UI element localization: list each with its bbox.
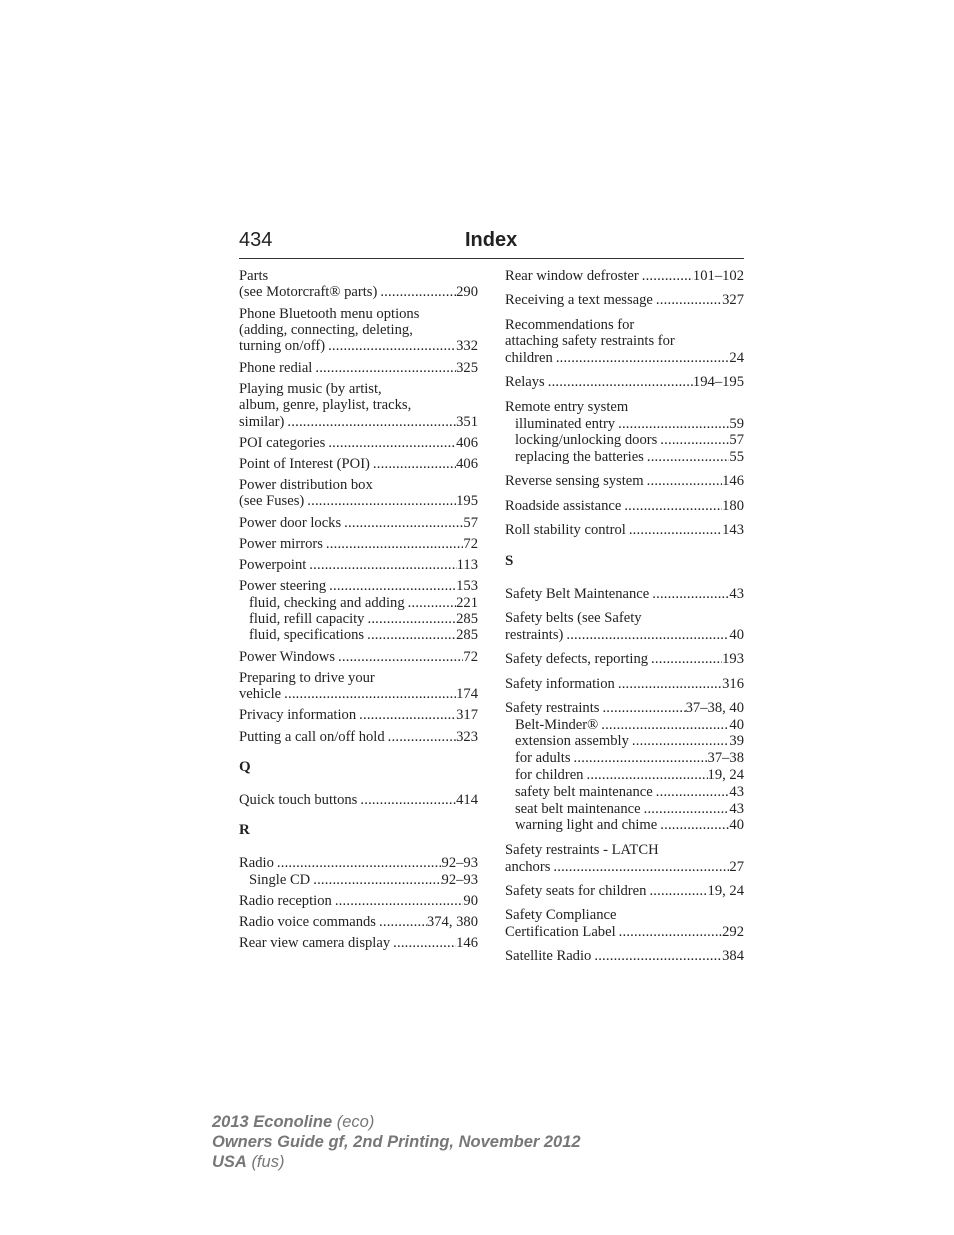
index-entry-line xyxy=(239,284,478,300)
index-entry xyxy=(239,670,478,703)
page-reference: 406 xyxy=(456,434,478,451)
index-entry xyxy=(505,907,744,941)
dot-leader xyxy=(367,611,456,627)
index-entry xyxy=(239,306,478,355)
index-entry-line xyxy=(239,729,478,745)
page-reference: 113 xyxy=(456,557,478,574)
entry-label: Radio reception xyxy=(239,892,332,909)
index-entry xyxy=(239,914,478,930)
dot-leader xyxy=(574,750,708,767)
index-entry-line xyxy=(239,707,478,723)
entry-label: Roll stability control xyxy=(505,522,626,539)
entry-label: similar) xyxy=(239,413,285,430)
entry-label: Belt-Minder® xyxy=(515,716,599,733)
entry-label: Roadside assistance xyxy=(505,497,622,514)
entry-label: Quick touch buttons xyxy=(239,791,358,808)
dot-leader xyxy=(618,676,722,693)
entry-label: Safety restraints - LATCH xyxy=(505,841,659,858)
index-entry xyxy=(239,578,478,644)
index-entry xyxy=(239,360,478,376)
entry-label: Relays xyxy=(505,374,545,391)
index-entry-line xyxy=(239,456,478,472)
page-reference: 40 xyxy=(729,626,744,643)
page-reference: 194–195 xyxy=(692,374,744,391)
entry-label: (see Fuses) xyxy=(239,493,305,510)
index-entry-line xyxy=(505,292,744,309)
index-entry-line xyxy=(505,522,744,539)
footer-model: 2013 Econoline xyxy=(212,1113,333,1131)
index-entry-line xyxy=(239,381,478,397)
index-entry-line xyxy=(505,350,744,367)
entry-label: Radio voice commands xyxy=(239,914,376,931)
section-letter: R xyxy=(239,822,250,839)
footer-market: USA xyxy=(212,1153,247,1171)
dot-leader xyxy=(632,733,730,750)
dot-leader xyxy=(344,515,463,531)
page-reference: 316 xyxy=(722,675,744,692)
dot-leader xyxy=(642,268,693,285)
dot-leader xyxy=(656,784,730,801)
index-entry-line xyxy=(505,676,744,693)
dot-leader xyxy=(379,914,427,930)
entry-label: Power steering xyxy=(239,578,327,595)
index-entry xyxy=(505,292,744,309)
footer-line-market xyxy=(212,1152,581,1172)
page-reference: 40 xyxy=(729,817,744,834)
entry-label: Playing music (by artist, xyxy=(239,380,382,397)
page-reference: 285 xyxy=(456,611,478,627)
dot-leader xyxy=(367,627,456,643)
index-entry-line xyxy=(505,883,744,900)
entry-label: Parts xyxy=(239,268,269,284)
dot-leader xyxy=(548,374,693,391)
entry-label: Satellite Radio xyxy=(505,948,592,965)
entry-label: fluid, checking and adding xyxy=(249,594,405,611)
dot-leader xyxy=(618,416,729,433)
index-entry xyxy=(239,515,478,531)
index-entry-line xyxy=(239,914,478,930)
dot-leader xyxy=(586,767,707,784)
dot-leader xyxy=(360,792,456,808)
entry-label: extension assembly xyxy=(515,733,629,750)
index-entry-line xyxy=(505,859,744,876)
index-entry-line xyxy=(239,360,478,376)
entry-label: for children xyxy=(515,767,584,784)
page-reference: 37–38 xyxy=(707,750,744,767)
index-entry xyxy=(505,651,744,668)
entry-label: illuminated entry xyxy=(515,415,616,432)
index-entry-line xyxy=(505,473,744,490)
entry-label: Safety Belt Maintenance xyxy=(505,585,650,602)
entry-label: anchors xyxy=(505,858,551,875)
page-reference: 39 xyxy=(729,733,744,750)
index-entry-line xyxy=(239,893,478,909)
entry-label: replacing the batteries xyxy=(515,449,644,466)
dot-leader xyxy=(649,883,707,900)
entry-label: Preparing to drive your xyxy=(239,669,375,686)
index-entry-line xyxy=(239,935,478,951)
entry-label: Power door locks xyxy=(239,514,342,531)
dot-leader xyxy=(647,449,730,466)
dot-leader xyxy=(326,536,464,552)
index-subentry-line xyxy=(505,717,744,734)
entry-label: Remote entry system xyxy=(505,398,629,415)
entry-label: vehicle xyxy=(239,686,282,703)
index-entry xyxy=(239,855,478,888)
page-reference: 325 xyxy=(456,359,478,376)
index-entry-line xyxy=(505,948,744,965)
footer-market-code: (fus) xyxy=(251,1153,285,1171)
dot-leader xyxy=(556,350,730,367)
entry-label: fluid, refill capacity xyxy=(249,611,365,627)
page-reference: 90 xyxy=(463,892,478,909)
entry-label: Rear view camera display xyxy=(239,935,391,952)
dot-leader xyxy=(328,435,456,451)
index-subentry-line xyxy=(239,872,478,888)
page-reference: 317 xyxy=(456,707,478,724)
footer-line-model xyxy=(212,1112,581,1132)
index-entry-line xyxy=(239,536,478,552)
page-reference: 72 xyxy=(463,648,478,665)
index-entry xyxy=(239,893,478,909)
dot-leader xyxy=(644,801,730,818)
index-subentry-line xyxy=(239,627,478,643)
index-entry xyxy=(505,883,744,900)
index-entry xyxy=(239,477,478,510)
footer-line-edition xyxy=(212,1132,581,1152)
dot-leader xyxy=(647,473,722,490)
index-entry-line xyxy=(239,670,478,686)
index-entry-line xyxy=(239,855,478,871)
index-entry xyxy=(239,381,478,430)
index-entry xyxy=(505,374,744,391)
dot-leader xyxy=(594,948,722,965)
index-entry-line xyxy=(239,306,478,322)
page-number: 434 xyxy=(239,229,273,251)
page-reference: 327 xyxy=(722,292,744,309)
section-letter: S xyxy=(505,552,514,569)
page-reference: 195 xyxy=(456,493,478,510)
index-entry-line xyxy=(505,268,744,285)
index-entry-line xyxy=(239,268,478,284)
entry-label: (adding, connecting, deleting, xyxy=(239,321,413,338)
page-reference: 40 xyxy=(729,716,744,733)
page-reference: 146 xyxy=(722,473,744,490)
index-subentry-line xyxy=(505,750,744,767)
index-entry-line xyxy=(505,399,744,416)
dot-leader xyxy=(619,924,722,941)
entry-label: safety belt maintenance xyxy=(515,783,653,800)
section-letter: Q xyxy=(239,758,251,775)
entry-label: children xyxy=(505,350,553,367)
dot-leader xyxy=(315,360,456,376)
index-entry-line xyxy=(239,477,478,493)
index-entry xyxy=(505,268,744,285)
page-reference: 92–93 xyxy=(441,855,478,872)
entry-label: Point of Interest (POI) xyxy=(239,455,370,472)
dot-leader xyxy=(284,686,456,702)
footer-model-code: (eco) xyxy=(336,1113,375,1131)
index-entry-line xyxy=(505,924,744,941)
index-entry-line xyxy=(505,627,744,644)
dot-leader xyxy=(652,586,729,603)
index-entry xyxy=(239,935,478,951)
page-reference: 72 xyxy=(463,535,478,552)
page-reference: 285 xyxy=(456,627,478,644)
entry-label: locking/unlocking doors xyxy=(515,432,658,449)
entry-label: Safety defects, reporting xyxy=(505,651,649,668)
index-entry-line xyxy=(239,414,478,430)
index-entry-line xyxy=(239,397,478,413)
dot-leader xyxy=(388,729,456,745)
index-subentry-line xyxy=(505,801,744,818)
dot-leader xyxy=(277,855,442,871)
entry-label: Recommendations for xyxy=(505,316,635,333)
index-subentry-line xyxy=(505,733,744,750)
dot-leader xyxy=(601,717,729,734)
page-reference: 221 xyxy=(456,594,478,611)
index-entry xyxy=(505,610,744,644)
entry-label: POI categories xyxy=(239,434,326,451)
index-entry-line xyxy=(505,374,744,391)
page-reference: 193 xyxy=(722,651,744,668)
dot-leader xyxy=(307,493,456,509)
dot-leader xyxy=(359,707,456,723)
dot-leader xyxy=(393,935,456,951)
index-entry-line xyxy=(239,322,478,338)
entry-label: album, genre, playlist, tracks, xyxy=(239,397,412,414)
index-entry xyxy=(239,729,478,745)
index-entry-line xyxy=(239,578,478,594)
entry-label: Powerpoint xyxy=(239,557,307,574)
entry-label: turning on/off) xyxy=(239,338,326,355)
index-entry-line xyxy=(505,586,744,603)
page-reference: 27 xyxy=(729,858,744,875)
entry-label: Radio xyxy=(239,855,274,872)
index-entry xyxy=(505,399,744,466)
index-entry-line xyxy=(505,842,744,859)
entry-label: Safety restraints xyxy=(505,699,600,716)
entry-label: Phone Bluetooth menu options xyxy=(239,305,420,322)
dot-leader xyxy=(602,700,685,717)
index-entry xyxy=(505,522,744,539)
dot-leader xyxy=(624,498,722,515)
dot-leader xyxy=(309,557,456,573)
dot-leader xyxy=(338,649,463,665)
page-reference: 384 xyxy=(722,948,744,965)
page-reference: 57 xyxy=(729,432,744,449)
index-entry xyxy=(239,649,478,665)
page-reference: 332 xyxy=(456,338,478,355)
entry-label: Power mirrors xyxy=(239,535,323,552)
dot-leader xyxy=(313,872,441,888)
index-subentry-line xyxy=(239,611,478,627)
page-reference: 92–93 xyxy=(441,871,478,888)
index-entry-line xyxy=(239,338,478,354)
footer xyxy=(212,1112,581,1172)
index-entry xyxy=(239,557,478,573)
page-reference: 180 xyxy=(722,497,744,514)
dot-leader xyxy=(408,595,456,611)
index-entry xyxy=(505,700,744,834)
page-reference: 292 xyxy=(722,923,744,940)
index-entry xyxy=(505,676,744,693)
entry-label: Power distribution box xyxy=(239,477,373,494)
page-reference: 43 xyxy=(729,585,744,602)
index-entry xyxy=(239,792,478,808)
entry-label: warning light and chime xyxy=(515,817,658,834)
dot-leader xyxy=(373,456,456,472)
entry-label: Safety belts (see Safety xyxy=(505,610,642,627)
index-column-left xyxy=(239,268,478,956)
index-subentry-line xyxy=(505,416,744,433)
index-entry xyxy=(239,268,478,301)
index-entry xyxy=(239,536,478,552)
entry-label: Privacy information xyxy=(239,707,357,724)
index-entry-line xyxy=(239,557,478,573)
index-entry-line xyxy=(239,515,478,531)
index-entry xyxy=(239,707,478,723)
page-reference: 19, 24 xyxy=(707,882,744,899)
entry-label: seat belt maintenance xyxy=(515,800,641,817)
page-header xyxy=(239,228,744,259)
index-column-right xyxy=(505,268,744,973)
index-entry xyxy=(505,842,744,876)
entry-label: for adults xyxy=(515,750,571,767)
index-entry-line xyxy=(505,700,744,717)
page-reference: 143 xyxy=(722,522,744,539)
entry-label: restraints) xyxy=(505,626,564,643)
index-entry xyxy=(505,498,744,515)
page-reference: 406 xyxy=(456,455,478,472)
page-reference: 290 xyxy=(456,284,478,301)
entry-label: Receiving a text message xyxy=(505,292,653,309)
page-reference: 351 xyxy=(456,413,478,430)
entry-label: Reverse sensing system xyxy=(505,473,644,490)
dot-leader xyxy=(380,284,456,300)
entry-label: attaching safety restraints for xyxy=(505,333,675,350)
index-entry-line xyxy=(239,435,478,451)
index-entry-line xyxy=(239,649,478,665)
index-entry xyxy=(239,456,478,472)
page-reference: 153 xyxy=(456,578,478,595)
index-entry-line xyxy=(505,907,744,924)
page-title: Index xyxy=(465,229,518,251)
page-reference: 37–38, 40 xyxy=(685,699,744,716)
index-entry-line xyxy=(239,792,478,808)
index-subentry-line xyxy=(505,817,744,834)
entry-label: Certification Label xyxy=(505,923,616,940)
dot-leader xyxy=(287,414,456,430)
entry-label: (see Motorcraft® parts) xyxy=(239,284,378,301)
index-entry xyxy=(505,948,744,965)
entry-label: Single CD xyxy=(249,871,311,888)
entry-label: Putting a call on/off hold xyxy=(239,728,385,745)
page-reference: 43 xyxy=(729,800,744,817)
dot-leader xyxy=(629,522,722,539)
index-entry xyxy=(505,586,744,603)
entry-label: Safety information xyxy=(505,675,615,692)
dot-leader xyxy=(660,817,729,834)
dot-leader xyxy=(328,338,456,354)
dot-leader xyxy=(329,578,456,594)
dot-leader xyxy=(553,859,729,876)
dot-leader xyxy=(566,627,729,644)
page-reference: 24 xyxy=(729,350,744,367)
index-entry-line xyxy=(505,610,744,627)
page-reference: 57 xyxy=(463,514,478,531)
entry-label: Safety Compliance xyxy=(505,907,617,924)
index-entry-line xyxy=(239,686,478,702)
dot-leader xyxy=(660,432,729,449)
dot-leader xyxy=(335,893,464,909)
index-subentry-line xyxy=(505,767,744,784)
index-subentry-line xyxy=(505,449,744,466)
index-entry-line xyxy=(505,317,744,334)
dot-leader xyxy=(656,292,722,309)
page-reference: 59 xyxy=(729,415,744,432)
index-subentry-line xyxy=(505,432,744,449)
page-reference: 146 xyxy=(456,935,478,952)
entry-label: Safety seats for children xyxy=(505,882,647,899)
index-entry-line xyxy=(239,493,478,509)
entry-label: Power Windows xyxy=(239,648,336,665)
index-entry-line xyxy=(505,333,744,350)
entry-label: Rear window defroster xyxy=(505,268,639,284)
index-entry xyxy=(505,473,744,490)
page-reference: 374, 380 xyxy=(426,914,478,931)
page-reference: 101–102 xyxy=(692,268,744,284)
page-reference: 43 xyxy=(729,783,744,800)
index-entry-line xyxy=(505,651,744,668)
page-reference: 323 xyxy=(456,728,478,745)
index-entry xyxy=(505,317,744,367)
page-reference: 174 xyxy=(456,686,478,703)
index-subentry-line xyxy=(505,784,744,801)
index-entry-line xyxy=(505,498,744,515)
dot-leader xyxy=(651,651,722,668)
entry-label: fluid, specifications xyxy=(249,627,365,644)
page-reference: 19, 24 xyxy=(707,767,744,784)
page-reference: 414 xyxy=(456,791,478,808)
entry-label: Phone redial xyxy=(239,359,313,376)
page-reference: 55 xyxy=(729,449,744,466)
index-entry xyxy=(239,435,478,451)
index-subentry-line xyxy=(239,595,478,611)
footer-edition: Owners Guide gf, 2nd Printing, November 2012 xyxy=(212,1133,581,1151)
